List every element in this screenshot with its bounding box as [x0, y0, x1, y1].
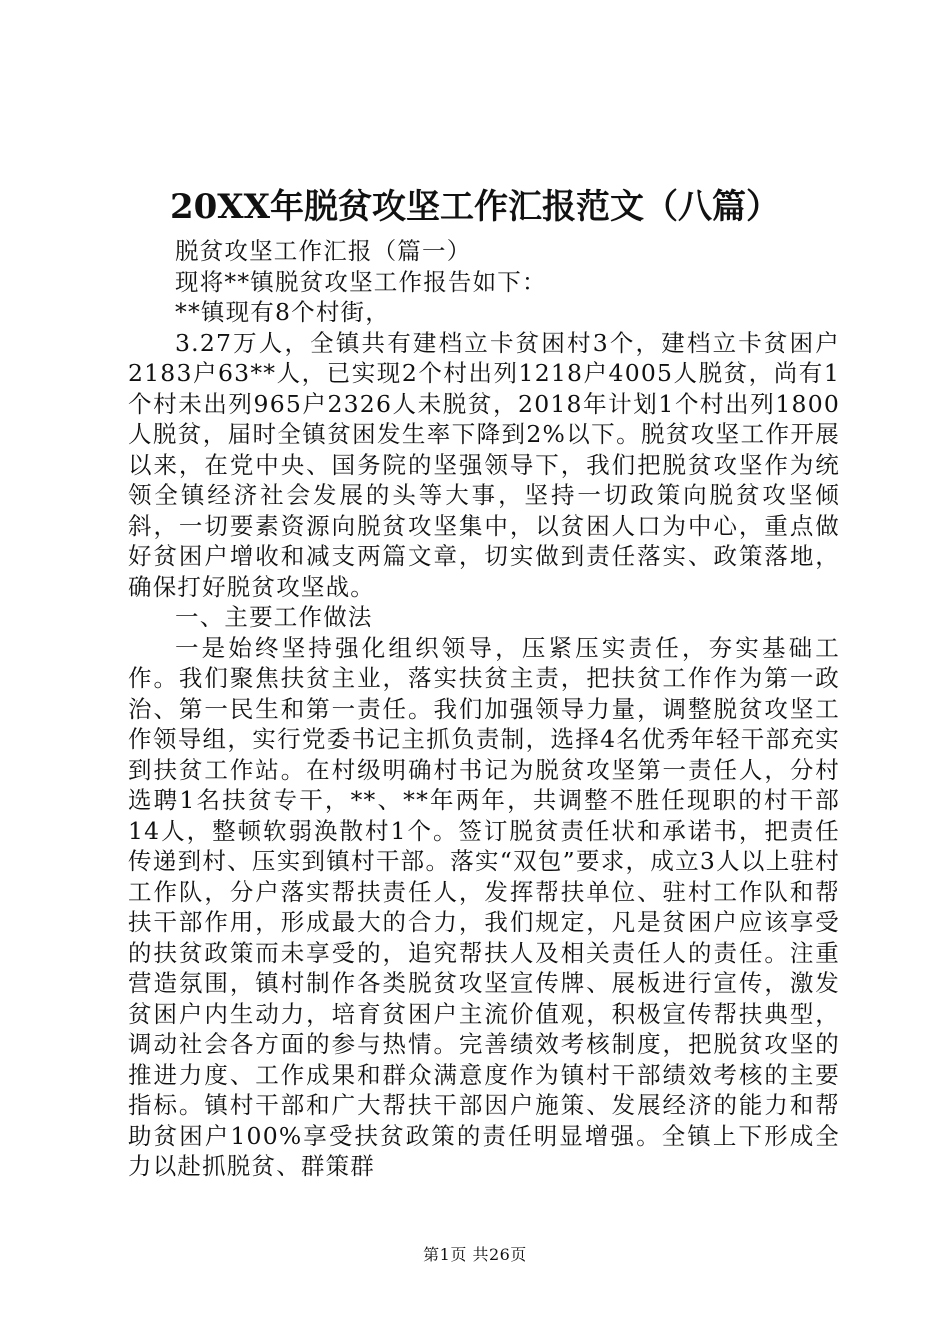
town-overview-paragraph: **镇现有8个村街，	[175, 298, 390, 326]
statistics-paragraph: 3.27万人，全镇共有建档立卡贫困村3个，建档立卡贫困户2183户63**人，已实现2个村出列1218户4005人脱贫，尚有1个村未出列965户2326人未脱贫，2018年计划1个村出列1800人脱贫，届时全镇贫困发生率下降到2%以下。脱贫攻坚工作开展以来，在党中央、国务院的坚强领导下，我们把脱贫攻坚作为统领全镇经济社会发展的头等大事，坚持一切政策向脱贫攻坚倾斜，一切要素资源向脱贫攻坚集中，以贫困人口为中心，重点做好贫困户增收和减支两篇文章，切实做到责任落实、政策落地，确保打好脱贫攻坚战。	[128, 328, 840, 601]
section-heading-part-one: 脱贫攻坚工作汇报（篇一）	[175, 237, 472, 265]
intro-paragraph: 现将**镇脱贫攻坚工作报告如下：	[175, 267, 547, 296]
section-heading-main-practices: 一、主要工作做法	[175, 603, 373, 631]
organization-leadership-paragraph: 一是始终坚持强化组织领导，压紧压实责任，夯实基础工作。我们聚焦扶贫主业，落实扶贫主责，把扶贫工作作为第一政治、第一民生和第一责任。我们加强领导力量，调整脱贫攻坚工作领导组，实行党委书记主抓负责制，选择4名优秀年轻干部充实到扶贫工作站。在村级明确村书记为脱贫攻坚第一责任人，分村选聘1名扶贫专干，**、**年两年，共调整不胜任现职的村干部14人，整顿软弱涣散村1个。签订脱贫责任状和承诺书，把责任传递到村、压实到镇村干部。落实“双包”要求，成立3人以上驻村工作队，分户落实帮扶责任人，发挥帮扶单位、驻村工作队和帮扶干部作用，形成最大的合力，我们规定，凡是贫困户应该享受的扶贫政策而未享受的，追究帮扶人及相关责任人的责任。注重营造氛围，镇村制作各类脱贫攻坚宣传牌、展板进行宣传，激发贫困户内生动力，培育贫困户主流价值观，积极宣传帮扶典型，调动社会各方面的参与热情。完善绩效考核制度，把脱贫攻坚的推进力度、工作成果和群众满意度作为镇村干部绩效考核的主要指标。镇村干部和广大帮扶干部因户施策、发展经济的能力和帮助贫困户100%享受扶贫政策的责任明显增强。全镇上下形成全力以赴抓脱贫、群策群	[128, 633, 840, 1180]
document-title: 20XX年脱贫攻坚工作汇报范文（八篇）	[169, 187, 781, 227]
document-body	[128, 236, 840, 1182]
page-number-footer: 第1页 共26页	[423, 1245, 527, 1264]
